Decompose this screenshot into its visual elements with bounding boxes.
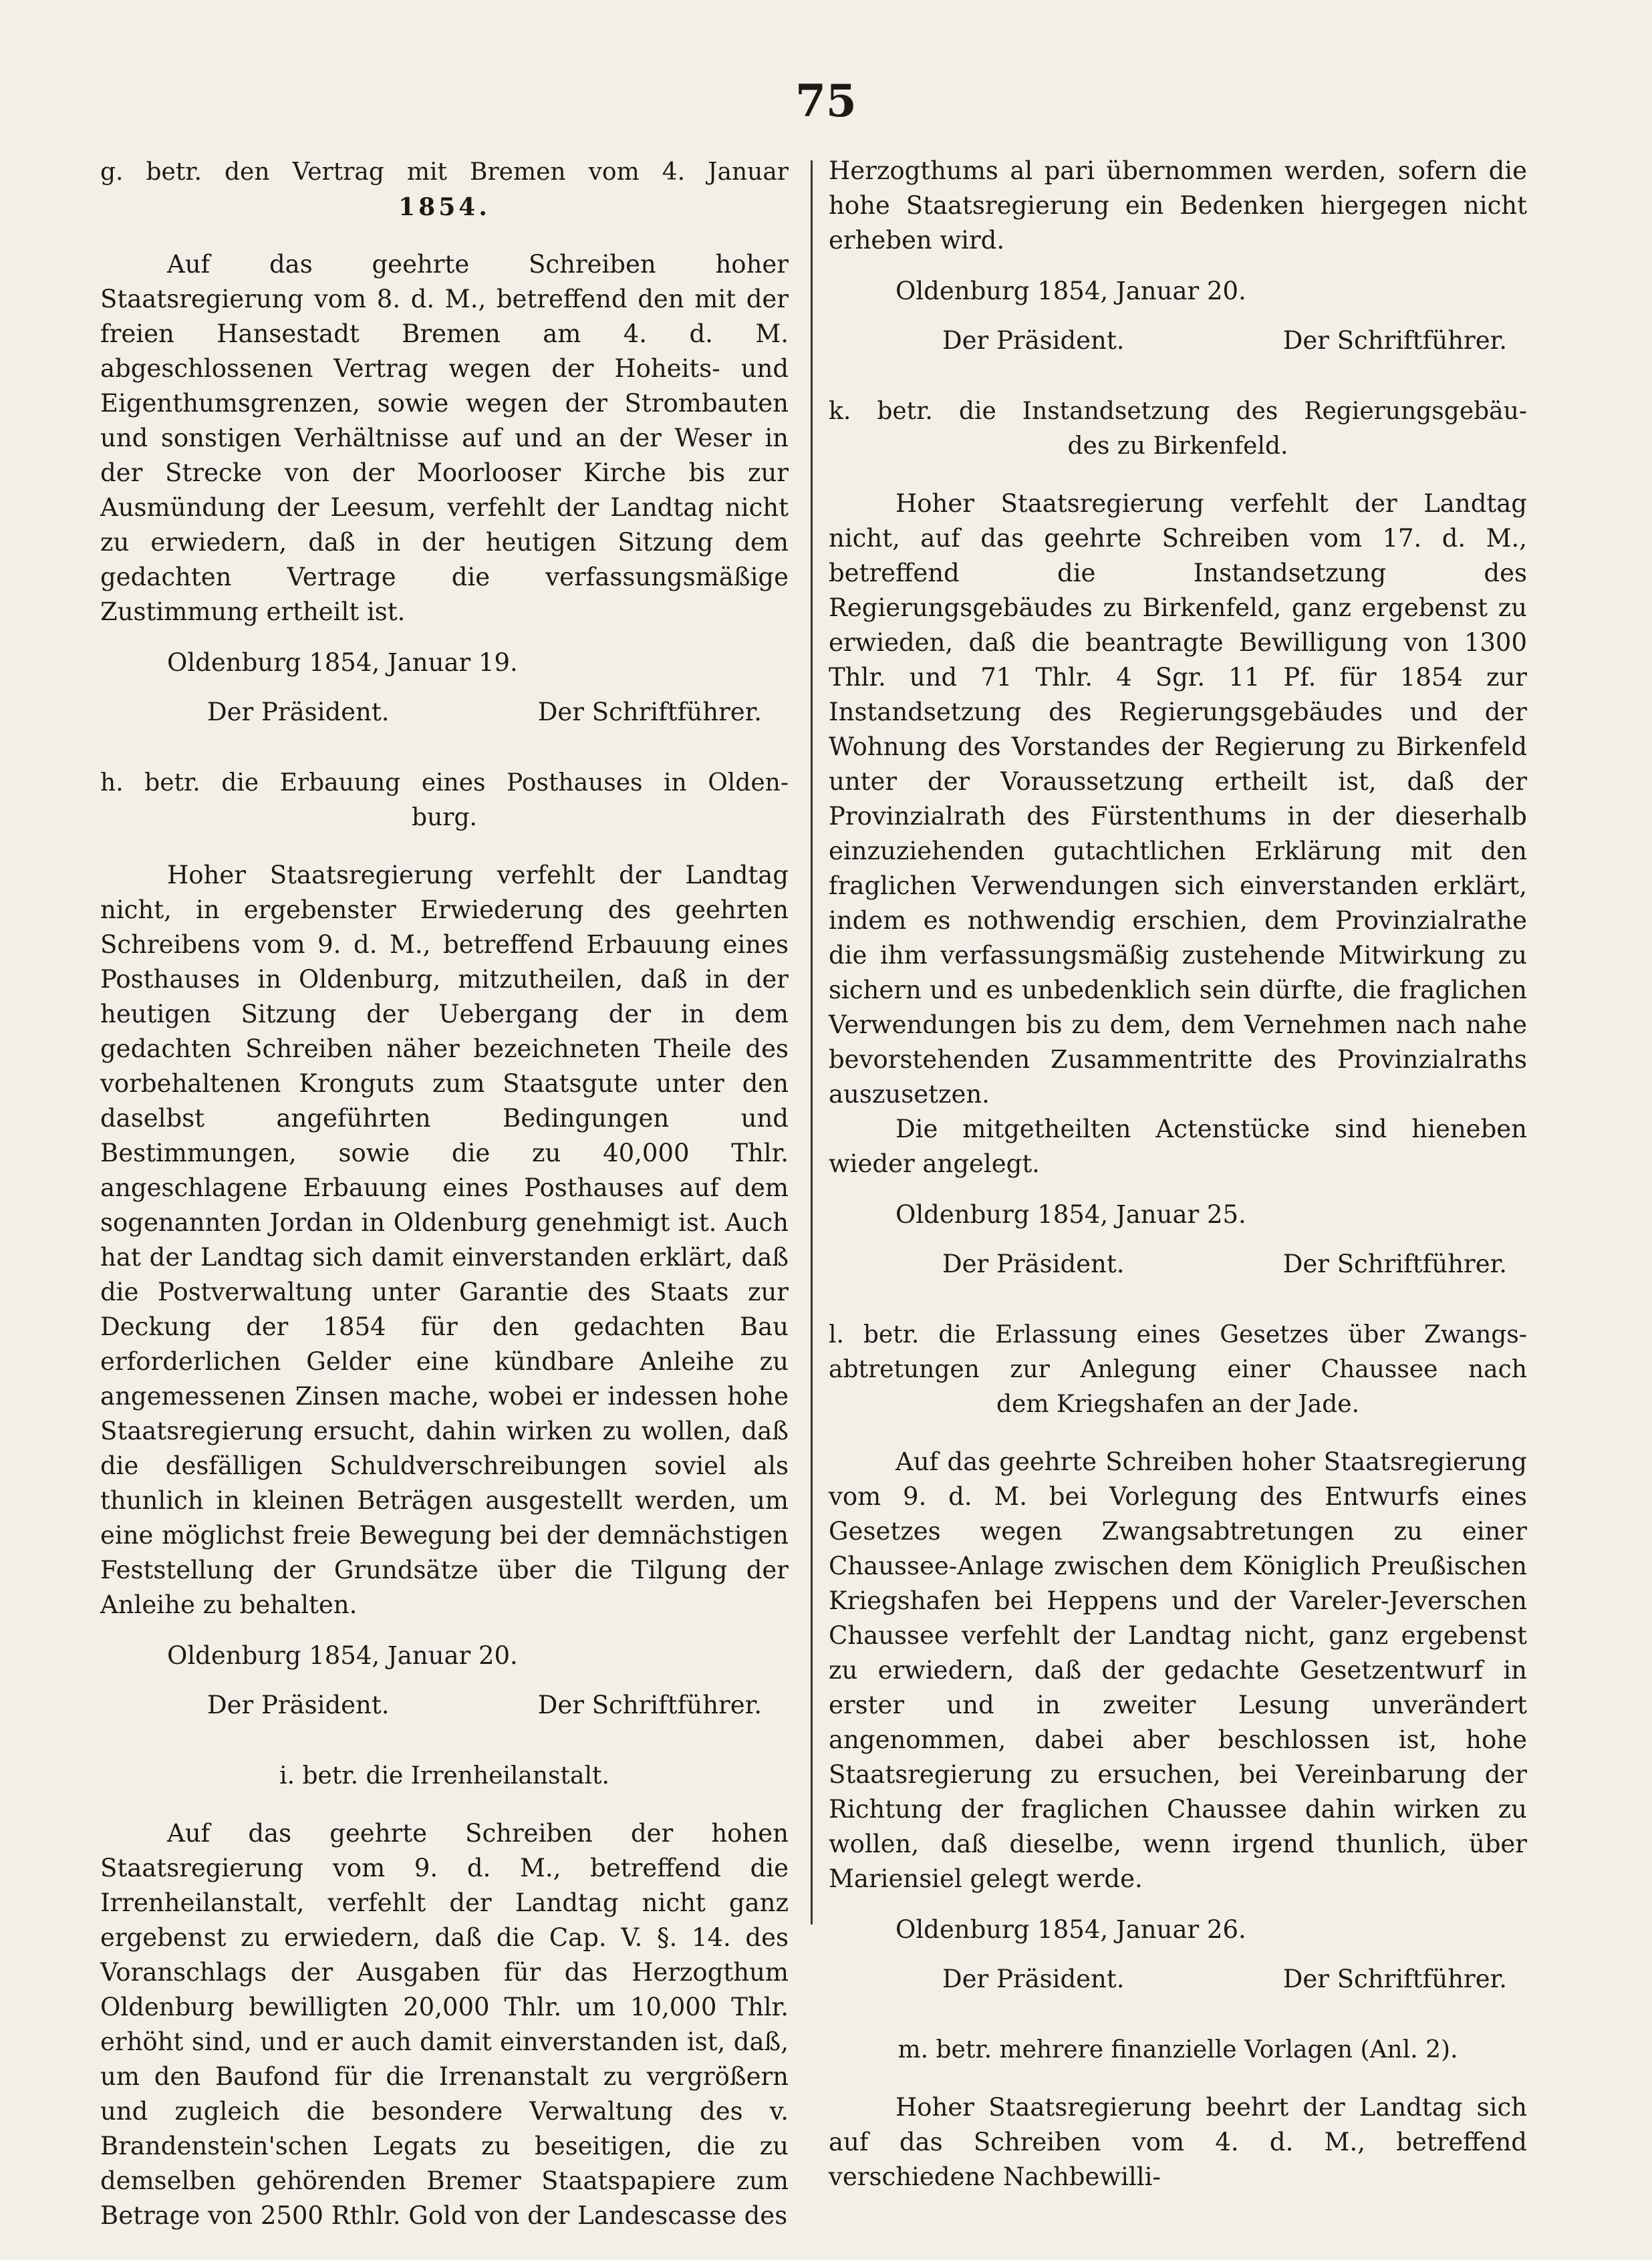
- president-signature: Der Präsident.: [942, 1250, 1125, 1278]
- section-g-title-line-1: g. betr. den Vertrag mit Bremen vom 4. Januar: [100, 158, 789, 186]
- right-column: [829, 154, 1527, 2221]
- left-column: [100, 155, 789, 2260]
- section-g-title-line-2: 1854.: [398, 193, 491, 221]
- section-h-signatures: [207, 1688, 762, 1723]
- president-signature: Der Präsident.: [942, 1965, 1125, 1993]
- section-g-place-date: Oldenburg 1854, Januar 19.: [167, 648, 518, 677]
- section-l-title: [829, 1318, 1527, 1422]
- section-l-body: Auf das geehrte Schreiben hoher Staatsregierung vom 9. d. M. bei Vorlegung des Entwurfs eines Gesetzes wegen Zwangsabtretungen zu einer Chaussee-Anlage zwischen dem Königlich Preußischen Kriegshafen bei Heppens und der Vareler-Jeverschen Chaussee verfehlt der Landtag nicht, ganz ergebenst zu erwiedern, daß der gedachte Gesetzentwurf in erster und in zweiter Lesung unverändert angenommen, dabei aber beschlossen ist, hohe Staatsregierung zu ersuchen, bei Vereinbarung der Richtung der fraglichen Chaussee dahin wirken zu wollen, daß dieselbe, wenn irgend thunlich, über Mariensiel gelegt werde.: [829, 1447, 1527, 1893]
- section-k-signatures: [942, 1247, 1507, 1282]
- section-i-body: Auf das geehrte Schreiben der hohen Staatsregierung vom 9. d. M., betreffend die Irrenheilanstalt, verfehlt der Landtag nicht ganz ergebenst zu erwiedern, daß die Cap. V. §. 14. des Voranschlags der Ausgaben für das Herzogthum Oldenburg bewilligten 20,000 Thlr. um 10,000 Thlr. erhöht sind, und er auch damit einverstanden ist, daß, um den Baufond für die Irrenanstalt zu vergrößern und zugleich die besondere Verwaltung des v. Brandenstein'schen Legats zu beseitigen, die zu demselben gehörenden Bremer Staatspapiere zum Betrage von 2500 Rthlr. Gold von der Landescasse des: [100, 1819, 789, 2230]
- section-g-title: [100, 155, 789, 225]
- section-m-title-line-1: m. betr. mehrere finanzielle Vorlagen (Anl. 2).: [898, 2036, 1458, 2064]
- section-g-signatures: [207, 695, 762, 730]
- section-l-title-line-1: l. betr. die Erlassung eines Gesetzes über Zwangs-: [829, 1321, 1527, 1349]
- section-h-title: [100, 766, 789, 835]
- secretary-signature: Der Schriftführer.: [537, 698, 762, 726]
- section-h-place-date: Oldenburg 1854, Januar 20.: [167, 1641, 518, 1670]
- secretary-signature: Der Schriftführer.: [1282, 1965, 1507, 1993]
- section-l-title-line-2: abtretungen zur Anlegung einer Chaussee nach: [829, 1356, 1527, 1383]
- section-h-body: Hoher Staatsregierung verfehlt der Landtag nicht, in ergebenster Erwiederung des geehrten Schreibens vom 9. d. M., betreffend Erbauung eines Posthauses in Oldenburg, mitzutheilen, daß in der heutigen Sitzung der Uebergang der in dem gedachten Schreiben näher bezeichneten Theile des vorbehaltenen Kronguts zum Staatsgute unter den daselbst angeführten Bedingungen und Bestimmungen, sowie die zu 40,000 Thlr. angeschlagene Erbauung eines Posthauses auf dem sogenannten Jordan in Oldenburg genehmigt ist. Auch hat der Landtag sich damit einverstanden erklärt, daß die Postverwaltung unter Garantie des Staats zur Deckung der 1854 für den gedachten Bau erforderlichen Gelder eine kündbare Anleihe zu angemessenen Zinsen mache, wobei er indessen hohe Staatsregierung ersucht, dahin wirken zu wollen, daß die desfälligen Schuldverschreibungen soviel als thunlich in kleinen Beträgen ausgestellt werden, um eine möglichst freie Bewegung bei der demnächstigen Feststellung der Grundsätze über die Tilgung der Anleihe zu behalten.: [100, 861, 789, 1619]
- section-l: [829, 1318, 1527, 1997]
- section-g: [100, 155, 789, 730]
- section-g-body: Auf das geehrte Schreiben hoher Staatsregierung vom 8. d. M., betreffend den mit der freien Hansestadt Bremen am 4. d. M. abgeschlossenen Vertrag wegen der Hoheits- und Eigenthumsgrenzen, sowie wegen der Strombauten und sonstigen Verhältnisse auf und an der Weser in der Strecke von der Moorlooser Kirche bis zur Ausmündung der Leesum, verfehlt der Landtag nicht zu erwiedern, daß in der heutigen Sitzung dem gedachten Vertrage die verfassungsmäßige Zustimmung ertheilt ist.: [100, 250, 789, 626]
- section-k-body-2: Die mitgetheilten Actenstücke sind hieneben wieder angelegt.: [829, 1115, 1527, 1178]
- section-k-title-line-1: k. betr. die Instandsetzung des Regierungsgebäu-: [829, 398, 1527, 425]
- continuation-body: Herzogthums al pari übernommen werden, sofern die hohe Staatsregierung ein Bedenken hiergegen nicht erheben wird.: [829, 156, 1527, 255]
- secretary-signature: Der Schriftführer.: [1282, 326, 1507, 355]
- section-i-title-line-1: i. betr. die Irrenheilanstalt.: [279, 1762, 609, 1790]
- section-i-title: [100, 1759, 789, 1794]
- section-k-title: [829, 394, 1527, 464]
- section-l-place-date: Oldenburg 1854, Januar 26.: [896, 1915, 1246, 1944]
- section-i-continuation: [829, 154, 1527, 358]
- section-k-place-date: Oldenburg 1854, Januar 25.: [896, 1200, 1246, 1229]
- section-m-body: Hoher Staatsregierung beehrt der Landtag sich auf das Schreiben vom 4. d. M., betreffend verschiedene Nachbewilli-: [829, 2093, 1527, 2191]
- secretary-signature: Der Schriftführer.: [1282, 1250, 1507, 1278]
- section-l-signatures: [942, 1962, 1507, 1997]
- section-h-title-line-2: burg.: [412, 804, 477, 831]
- section-h-title-line-1: h. betr. die Erbauung eines Posthauses in Olden-: [100, 769, 789, 797]
- section-i: [100, 1759, 789, 2233]
- section-m-title: [829, 2033, 1527, 2068]
- section-k-body: Hoher Staatsregierung verfehlt der Landtag nicht, auf das geehrte Schreiben vom 17. d. M., betreffend die Instandsetzung des Regierungsgebäudes zu Birkenfeld, ganz ergebenst zu erwieden, daß die beantragte Bewilligung von 1300 Thlr. und 71 Thlr. 4 Sgr. 11 Pf. für 1854 zur Instandsetzung des Regierungsgebäudes und der Wohnung des Vorstandes der Regierung zu Birkenfeld unter der Voraussetzung ertheilt ist, daß der Provinzialrath des Fürstenthums in der dieserhalb einzuziehenden gutachtlichen Erklärung mit den fraglichen Verwendungen sich einverstanden erklärt, indem es nothwendig erschien, dem Provinzialrathe die ihm verfassungsmäßig zustehende Mitwirkung zu sichern und es unbedenklich sein dürfte, die fraglichen Verwendungen bis zu dem, dem Vernehmen nach nahe bevorstehenden Zusammentritte des Provinzialraths auszusetzen.: [829, 489, 1527, 1109]
- section-k-title-line-2: des zu Birkenfeld.: [1067, 432, 1288, 460]
- section-k: [829, 394, 1527, 1282]
- president-signature: Der Präsident.: [942, 326, 1125, 355]
- page-number: 75: [795, 75, 857, 127]
- section-h: [100, 766, 789, 1723]
- continuation-signatures: [942, 323, 1507, 358]
- continuation-place-date: Oldenburg 1854, Januar 20.: [896, 277, 1246, 305]
- president-signature: Der Präsident.: [207, 698, 390, 726]
- section-m: [829, 2033, 1527, 2195]
- column-divider: [811, 160, 813, 1925]
- secretary-signature: Der Schriftführer.: [537, 1691, 762, 1719]
- section-l-title-line-3: dem Kriegshafen an der Jade.: [996, 1391, 1360, 1418]
- president-signature: Der Präsident.: [207, 1691, 390, 1719]
